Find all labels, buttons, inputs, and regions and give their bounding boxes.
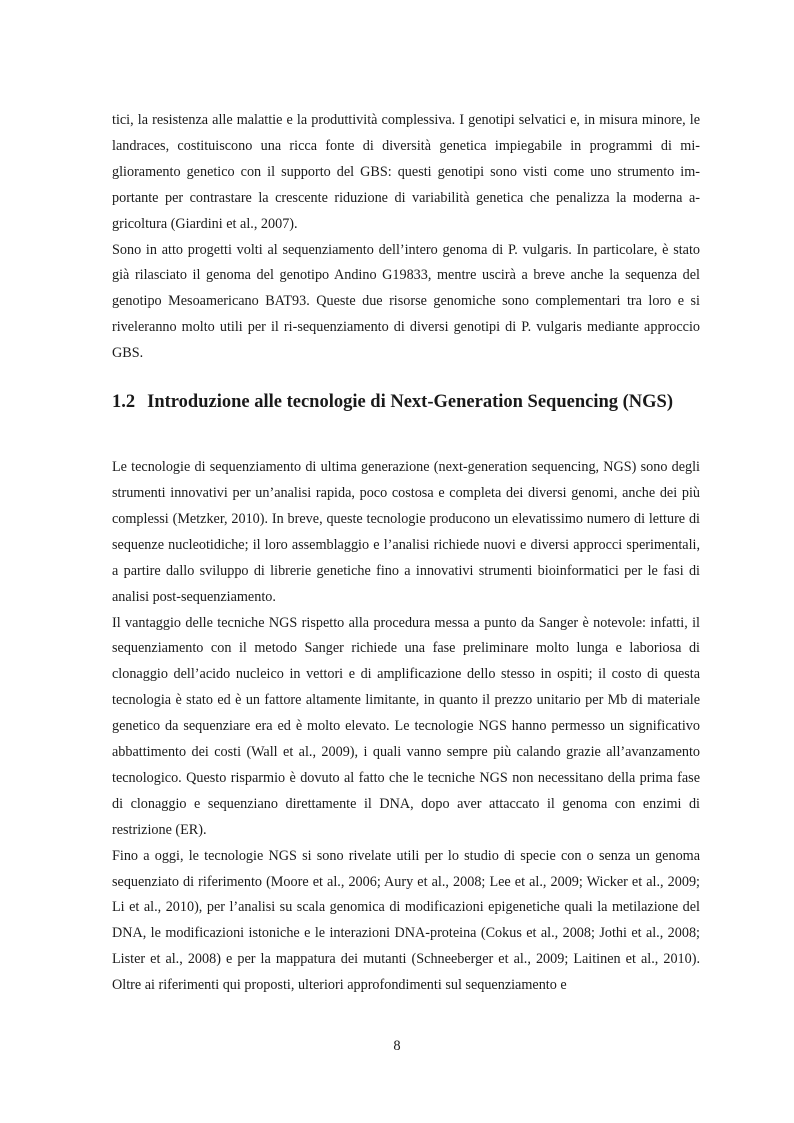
section-number: 1.2 (112, 392, 136, 413)
paragraph-genome-projects: Sono in atto progetti volti al sequenziamento dell’intero genoma di P. vulgaris. In particolare, è stato già rilasciato il genoma del genotipo Andino G19833, mentre uscirà a breve anche la sequenza del genotipo Mesoamericano BAT93. Queste due risorse genomiche sono complementari tra loro e si riveleranno molto utili per il ri-sequenziamento di diversi genotipi di P. vulgaris mediante approccio GBS. (112, 241, 700, 362)
paragraph-breeding-gbs: tici, la resistenza alle malattie e la produttività complessiva. I genotipi selvatici e, in misura minore, le landraces, costituiscono una ricca fonte di diversità genetica impiegabile in programmi di miglioramento genetico con il supporto del GBS: questi genotipi sono visti come uno strumento importante per contrastare la crescente riduzione di variabilità genetica che penalizza la moderna agricoltura (Giardini et al., 2007). (112, 112, 700, 232)
page-body (112, 108, 700, 999)
paragraph-ngs-intro: Le tecnologie di sequenziamento di ultima generazione (next-generation sequencing, NGS) sono degli strumenti innovativi per un’analisi rapida, poco costosa e completa dei diversi genomi, anche dei più complessi (Metzker, 2010). In breve, queste tecnologie producono un elevatissimo numero di letture di sequenze nucleotidiche; il loro assemblaggio e l’analisi richiede nuovi e diversi approcci sperimentali, a partire dallo sviluppo di librerie genetiche fino a innovativi strumenti bioinformatici per le fasi di analisi post-sequenziamento. (112, 459, 700, 605)
paragraph-ngs-applications: Fino a oggi, le tecnologie NGS si sono rivelate utili per lo studio di specie con o senza un genoma sequenziato di riferimento (Moore et al., 2006; Aury et al., 2008; Lee et al., 2009; Wicker et al., 2009; Li et al., 2010), per l’analisi su scala genomica di modificazioni epigenetiche quali la metilazione del DNA, le modificazioni istoniche e le interazioni DNA-proteina (Cokus et al., 2008; Jothi et al., 2008; Lister et al., 2008) e per la mappatura dei mutanti (Schneeberger et al., 2009; Laitinen et al., 2010). Oltre ai riferimenti qui proposti, ulteriori approfondimenti sul sequenziamento e (112, 847, 700, 994)
paragraph-ngs-vs-sanger: Il vantaggio delle tecniche NGS rispetto alla procedura messa a punto da Sanger è notevole: infatti, il sequenziamento con il metodo Sanger richiede una fase preliminare molto lunga e laboriosa di clonaggio dell’acido nucleico in vettori e di amplificazione dello stesso in ospiti; il costo di questa tecnologia è stato ed è un fattore altamente limitante, in quanto il prezzo unitario per Mb di materiale genetico da sequenziare era ed è molto elevato. Le tecnologie NGS hanno permesso un significativo abbattimento dei costi (Wall et al., 2009), i quali vanno sempre più calando grazie all’avanzamento tecnologico. Questo risparmio è dovuto al fatto che le tecniche NGS non necessitano della prima fase di clonaggio e sequenziano direttamente il DNA, dopo aver attaccato il genoma con enzimi di restrizione (ER). (112, 614, 700, 838)
section-heading (112, 389, 700, 415)
page-number: 8 (393, 1038, 401, 1054)
section-title: Introduzione alle tecnologie di Next-Generation Sequencing (NGS) (147, 392, 673, 413)
heading-spacer (112, 415, 700, 455)
